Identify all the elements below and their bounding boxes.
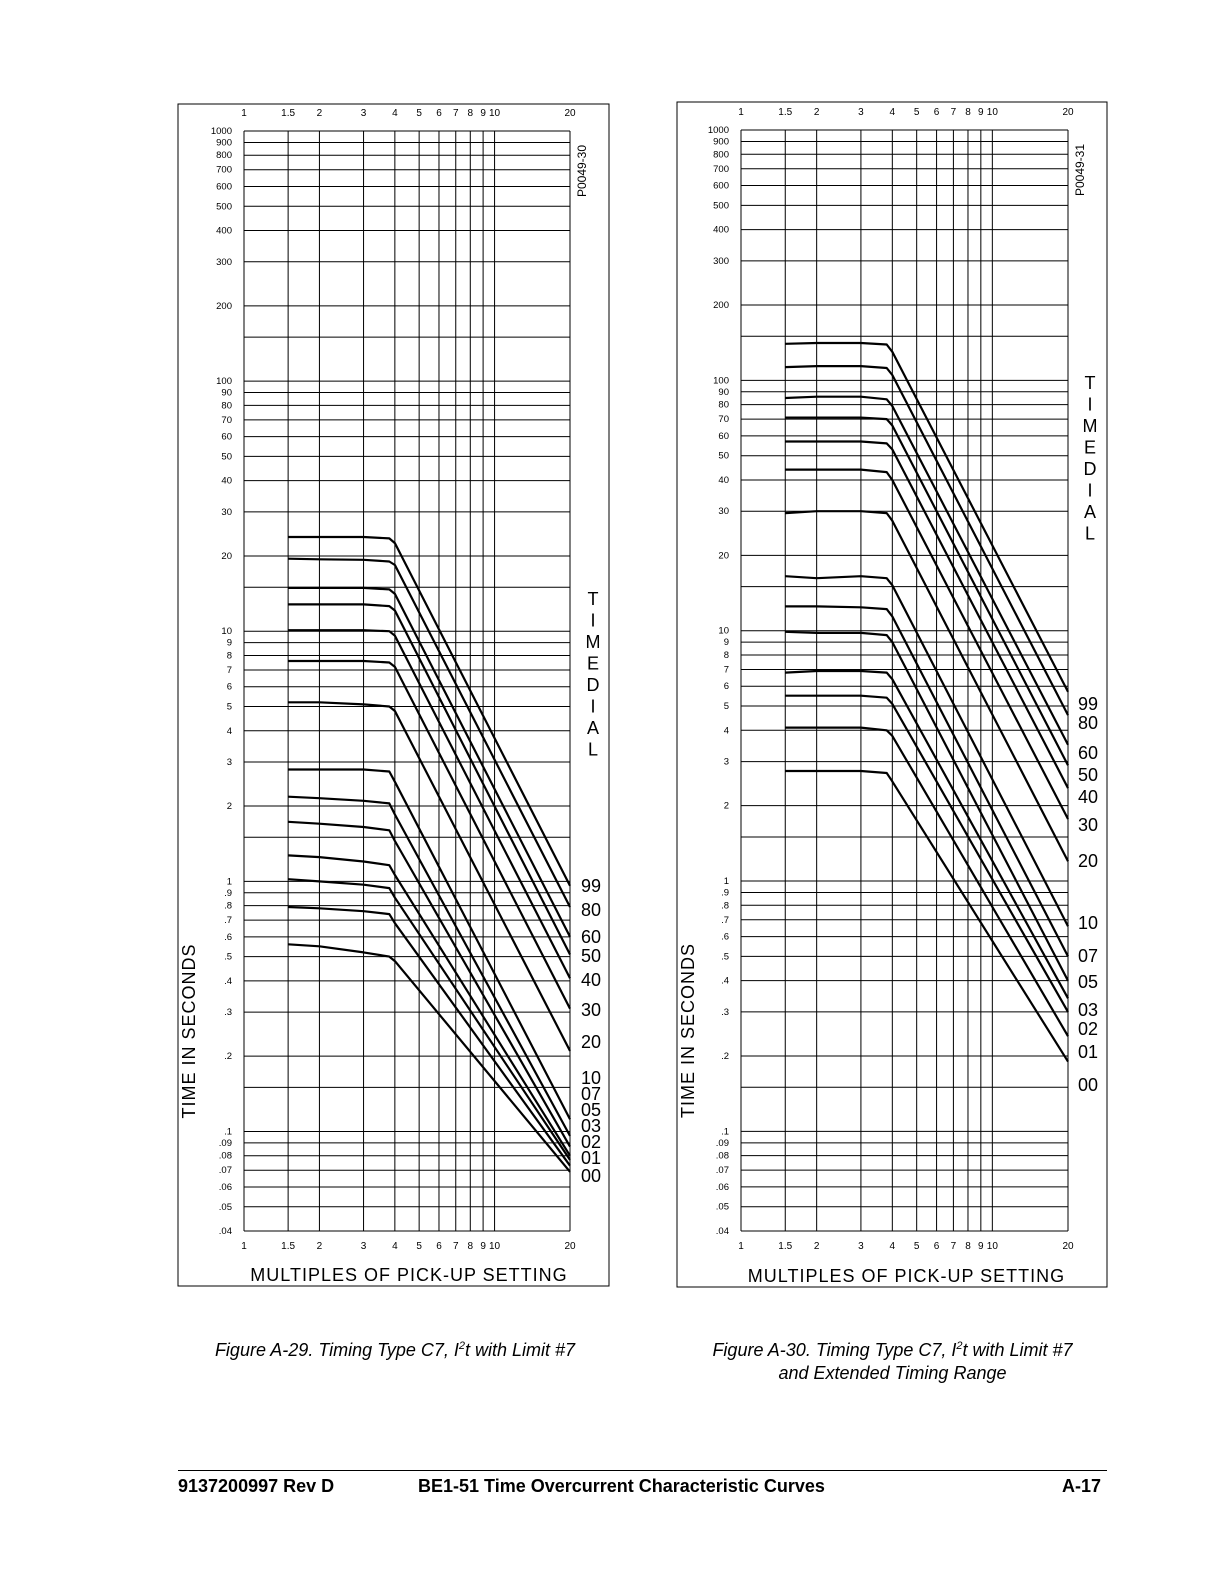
y-tick-label: 3 xyxy=(723,756,729,768)
y-tick-label: 90 xyxy=(718,386,729,398)
series-label-60: 60 xyxy=(1078,743,1099,763)
series-label-60: 60 xyxy=(581,927,602,947)
x-tick-label-bottom: 3 xyxy=(858,1241,864,1252)
series-label-80: 80 xyxy=(1078,713,1099,733)
series-line-30 xyxy=(785,470,1068,819)
x-tick-label-top: 1 xyxy=(241,108,247,119)
x-tick-label-top: 6 xyxy=(436,108,442,119)
figure-id-label: P0049-30 xyxy=(575,144,589,198)
x-tick-label-bottom: 6 xyxy=(933,1241,940,1252)
x-tick-label-top: 10 xyxy=(986,107,998,118)
y-tick-label: 400 xyxy=(713,224,729,236)
x-tick-label-bottom: 1 xyxy=(738,1241,744,1252)
series-line-60 xyxy=(785,397,1068,745)
x-tick-label-bottom: 9 xyxy=(978,1241,984,1252)
y-tick-label: 1000 xyxy=(210,126,232,137)
y-tick-label: 60 xyxy=(221,431,232,443)
y-tick-label: .5 xyxy=(224,951,232,963)
time-dial-letter: I xyxy=(1087,394,1093,415)
y-tick-label: 6 xyxy=(723,681,729,693)
y-tick-label: .04 xyxy=(715,1226,729,1237)
y-tick-label: 30 xyxy=(221,506,232,518)
y-tick-label: .6 xyxy=(224,931,232,943)
x-tick-label-top: 5 xyxy=(913,107,920,118)
y-tick-label: 900 xyxy=(713,136,729,148)
series-line-02 xyxy=(288,879,570,1160)
x-tick-label-bottom: 9 xyxy=(480,1241,486,1252)
time-dial-letter: D xyxy=(1083,459,1097,479)
time-dial-letter: L xyxy=(587,739,599,760)
time-dial-letter: I xyxy=(590,696,596,717)
y-tick-label: .4 xyxy=(224,975,232,987)
y-tick-label: 80 xyxy=(221,400,232,412)
time-dial-letter: I xyxy=(1087,480,1093,501)
x-tick-label-top: 1.5 xyxy=(281,108,296,119)
y-tick-label: .2 xyxy=(224,1051,232,1063)
chart-frame xyxy=(178,104,609,1286)
y-tick-label: 50 xyxy=(718,450,729,462)
y-tick-label: .5 xyxy=(721,951,729,963)
y-tick-label: .9 xyxy=(721,887,729,899)
y-tick-label: 500 xyxy=(713,200,729,212)
x-tick-label-bottom: 7 xyxy=(452,1241,459,1252)
x-axis-title: MULTIPLES OF PICK-UP SETTING xyxy=(250,1265,568,1285)
y-tick-label: 200 xyxy=(216,300,232,312)
y-tick-label: 600 xyxy=(713,180,729,192)
y-tick-label: 400 xyxy=(216,225,232,237)
series-label-02: 02 xyxy=(1078,1019,1099,1039)
time-dial-letter: L xyxy=(1084,523,1096,544)
x-tick-label-top: 4 xyxy=(889,107,896,118)
x-tick-label-top: 3 xyxy=(360,108,367,119)
series-label-00: 00 xyxy=(1078,1075,1099,1095)
x-tick-label-top: 20 xyxy=(1062,107,1074,118)
y-tick-label: 4 xyxy=(226,725,232,737)
y-tick-label: 200 xyxy=(713,299,729,311)
x-tick-label-bottom: 1.5 xyxy=(778,1241,793,1252)
y-tick-label: 20 xyxy=(221,550,232,562)
y-tick-label: .07 xyxy=(715,1165,729,1177)
x-tick-label-top: 4 xyxy=(392,108,398,119)
x-tick-label-top: 1 xyxy=(738,107,744,118)
x-tick-label-bottom: 8 xyxy=(467,1241,474,1252)
y-tick-label: .2 xyxy=(721,1051,729,1063)
grid xyxy=(741,130,1068,1231)
y-tick-label: .05 xyxy=(218,1201,232,1213)
y-tick-label: 8 xyxy=(226,650,232,662)
x-tick-label-bottom: 1 xyxy=(241,1241,247,1252)
y-tick-label: 60 xyxy=(718,430,729,442)
footer-title: BE1-51 Time Overcurrent Characteristic Curves xyxy=(418,1476,825,1496)
x-tick-label-bottom: 5 xyxy=(416,1241,422,1252)
x-tick-label-bottom: 20 xyxy=(564,1241,576,1252)
x-tick-label-bottom: 2 xyxy=(316,1241,323,1252)
x-tick-label-top: 5 xyxy=(416,108,422,119)
y-tick-label: 7 xyxy=(226,664,232,676)
y-tick-label: .09 xyxy=(218,1137,232,1149)
x-axis-title: MULTIPLES OF PICK-UP SETTING xyxy=(747,1266,1066,1286)
figure-caption-a30: Figure A-30. Timing Type C7, $I^2t$ with Limit #7 and Extended Timing Range xyxy=(712,1340,1073,1383)
series-label-01: 01 xyxy=(1078,1042,1099,1062)
x-tick-label-top: 2 xyxy=(813,107,820,118)
y-tick-label: 40 xyxy=(718,474,729,486)
footer-doc-number: 9137200997 Rev D xyxy=(178,1476,335,1496)
y-tick-label: .05 xyxy=(715,1201,729,1213)
y-tick-label: 1 xyxy=(226,876,232,888)
x-tick-label-bottom: 3 xyxy=(360,1241,367,1252)
series-label-20: 20 xyxy=(1078,851,1099,871)
series-label-05: 05 xyxy=(581,1100,602,1120)
time-dial-letter: A xyxy=(1083,502,1097,522)
series-label-07: 07 xyxy=(1078,946,1099,966)
series-label-07: 07 xyxy=(581,1084,602,1104)
time-dial-letter: T xyxy=(1084,373,1096,393)
footer-rule xyxy=(178,1470,1107,1471)
x-tick-label-top: 3 xyxy=(858,107,864,118)
series-label-10: 10 xyxy=(581,1068,602,1088)
y-tick-label: .4 xyxy=(721,975,729,987)
series-label-30: 30 xyxy=(1078,815,1099,835)
x-tick-label-bottom: 1.5 xyxy=(281,1241,296,1252)
y-axis-title: TIME IN SECONDS xyxy=(678,942,698,1119)
x-tick-label-top: 8 xyxy=(467,108,474,119)
series-group xyxy=(288,537,570,1172)
y-tick-label: 6 xyxy=(226,681,232,693)
x-tick-label-top: 10 xyxy=(489,108,501,119)
figure-id-label: P0049-31 xyxy=(1073,143,1087,197)
y-tick-label: 2 xyxy=(723,800,729,812)
y-tick-label: 100 xyxy=(713,375,729,387)
y-tick-label: 800 xyxy=(216,150,232,162)
y-tick-label: 300 xyxy=(216,256,232,268)
chart-P0049-31 xyxy=(677,102,1107,1287)
x-tick-label-bottom: 10 xyxy=(489,1241,501,1252)
series-label-99: 99 xyxy=(581,876,602,896)
y-tick-label: .8 xyxy=(224,900,232,912)
series-label-03: 03 xyxy=(581,1116,602,1136)
y-tick-label: 80 xyxy=(718,399,729,411)
y-tick-label: 800 xyxy=(713,149,729,161)
y-tick-label: 600 xyxy=(216,181,232,193)
footer-page-number: A-17 xyxy=(1062,1476,1102,1496)
time-dial-letter: M xyxy=(1082,416,1098,436)
y-tick-label: .3 xyxy=(721,1006,729,1018)
y-tick-label: .08 xyxy=(715,1150,729,1162)
y-tick-label: .1 xyxy=(224,1126,232,1138)
y-tick-label: 5 xyxy=(723,701,729,713)
x-tick-label-top: 6 xyxy=(933,107,940,118)
series-line-00 xyxy=(785,771,1068,1062)
y-tick-label: 8 xyxy=(723,649,729,661)
series-label-10: 10 xyxy=(1078,913,1099,933)
series-label-02: 02 xyxy=(581,1132,602,1152)
x-tick-label-top: 1.5 xyxy=(778,107,793,118)
chart-P0049-30 xyxy=(178,104,609,1286)
x-tick-label-bottom: 5 xyxy=(913,1241,920,1252)
y-tick-label: 700 xyxy=(216,164,232,176)
y-tick-label: 900 xyxy=(216,137,232,149)
series-line-10 xyxy=(288,770,570,1120)
series-label-50: 50 xyxy=(1078,765,1099,785)
time-dial-letter: T xyxy=(587,589,599,609)
y-tick-label: .06 xyxy=(715,1181,729,1193)
x-tick-label-bottom: 7 xyxy=(950,1241,957,1252)
x-tick-label-top: 9 xyxy=(978,107,984,118)
y-tick-label: 70 xyxy=(718,414,729,426)
y-tick-label: 40 xyxy=(221,475,232,487)
x-tick-label-top: 9 xyxy=(480,108,486,119)
y-tick-label: .3 xyxy=(224,1007,232,1019)
y-tick-label: .8 xyxy=(721,900,729,912)
x-tick-label-bottom: 6 xyxy=(436,1241,442,1252)
series-label-03: 03 xyxy=(1078,1000,1099,1020)
y-tick-label: .08 xyxy=(218,1150,232,1162)
time-dial-letter: D xyxy=(586,675,600,695)
series-label-05: 05 xyxy=(1078,972,1099,992)
x-tick-label-top: 7 xyxy=(950,107,957,118)
x-tick-label-top: 2 xyxy=(316,108,323,119)
series-line-99 xyxy=(288,537,570,886)
series-label-20: 20 xyxy=(581,1032,602,1052)
x-tick-label-bottom: 4 xyxy=(889,1241,896,1252)
y-tick-label: .09 xyxy=(715,1137,729,1149)
y-tick-label: 20 xyxy=(718,550,729,562)
series-label-80: 80 xyxy=(581,900,602,920)
y-tick-label: .1 xyxy=(721,1126,729,1138)
y-tick-label: 70 xyxy=(221,414,232,426)
y-tick-label: 100 xyxy=(216,376,232,388)
time-dial-letter: I xyxy=(590,610,596,631)
y-tick-label: 7 xyxy=(723,664,729,676)
y-tick-label: .07 xyxy=(218,1165,232,1177)
series-line-01 xyxy=(785,728,1068,1037)
x-tick-label-bottom: 2 xyxy=(813,1241,820,1252)
x-tick-label-bottom: 10 xyxy=(986,1241,998,1252)
y-tick-label: 90 xyxy=(221,387,232,399)
series-label-40: 40 xyxy=(581,970,602,990)
time-dial-letter: M xyxy=(585,632,601,652)
series-label-00: 00 xyxy=(581,1166,602,1186)
y-tick-label: 4 xyxy=(723,725,729,737)
x-tick-label-bottom: 20 xyxy=(1062,1241,1074,1252)
time-dial-letter: E xyxy=(586,653,600,674)
x-tick-label-top: 8 xyxy=(965,107,971,118)
x-tick-label-bottom: 8 xyxy=(965,1241,971,1252)
y-tick-label: .7 xyxy=(224,915,232,927)
y-tick-label: 700 xyxy=(713,163,729,175)
y-tick-label: 1000 xyxy=(707,125,729,136)
y-tick-label: 50 xyxy=(221,451,232,463)
y-tick-label: 500 xyxy=(216,201,232,213)
figure-caption-a29: Figure A-29. Timing Type C7, $I^2t$ with Limit #7 xyxy=(214,1340,576,1360)
y-tick-label: .9 xyxy=(224,887,232,899)
y-tick-label: 30 xyxy=(718,506,729,518)
y-tick-label: .6 xyxy=(721,931,729,943)
y-tick-label: 9 xyxy=(226,637,232,649)
y-tick-label: 10 xyxy=(718,625,729,637)
series-label-01: 01 xyxy=(581,1148,602,1168)
y-tick-label: .04 xyxy=(218,1226,232,1237)
y-tick-label: .7 xyxy=(721,914,729,926)
x-tick-label-bottom: 4 xyxy=(392,1241,398,1252)
y-tick-label: 1 xyxy=(723,876,729,888)
y-tick-label: .06 xyxy=(218,1181,232,1193)
y-axis-title: TIME IN SECONDS xyxy=(179,943,199,1119)
y-tick-label: 2 xyxy=(226,801,232,813)
x-tick-label-top: 7 xyxy=(452,108,459,119)
series-label-40: 40 xyxy=(1078,787,1099,807)
x-tick-label-top: 20 xyxy=(564,108,576,119)
time-dial-letter: E xyxy=(1083,437,1097,458)
series-label-99: 99 xyxy=(1078,694,1099,714)
y-tick-label: 300 xyxy=(713,255,729,267)
y-tick-label: 3 xyxy=(226,757,232,769)
y-tick-label: 5 xyxy=(226,701,232,713)
y-tick-label: 10 xyxy=(221,626,232,638)
series-label-50: 50 xyxy=(581,946,602,966)
series-group xyxy=(785,343,1068,1062)
time-dial-letter: A xyxy=(586,718,600,738)
series-label-30: 30 xyxy=(581,1000,602,1020)
y-tick-label: 9 xyxy=(723,637,729,649)
grid xyxy=(244,131,570,1231)
